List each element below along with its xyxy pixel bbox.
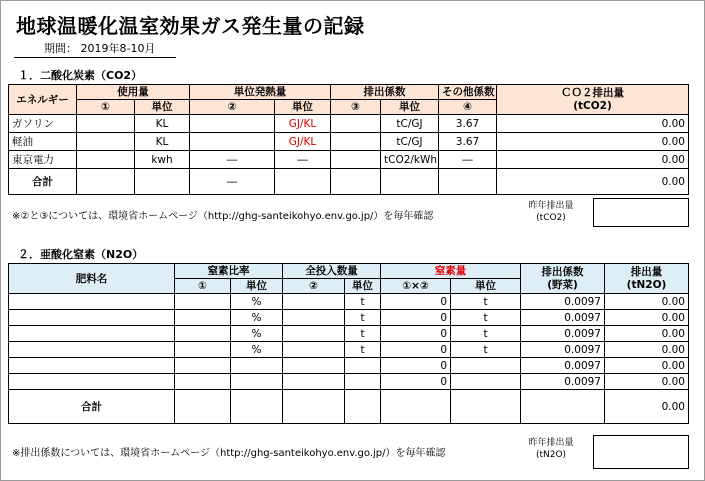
co2-total-empty xyxy=(135,169,190,195)
co2-emission-value: 0.00 xyxy=(497,151,689,169)
co2-factor-unit: tCO2/kWh xyxy=(381,151,439,169)
co2-heat-input[interactable] xyxy=(190,115,275,133)
n2o-ratio-unit: % xyxy=(231,310,283,326)
n2o-prev-label-unit: (tN2O) xyxy=(535,450,567,460)
n2o-fert-input[interactable] xyxy=(9,342,175,358)
n2o-header-emission-unit: (tN2O) xyxy=(626,278,667,291)
co2-factor-input[interactable] xyxy=(331,133,381,151)
n2o-ratio-unit xyxy=(231,374,283,390)
period-value: 2019年8-10月 xyxy=(80,42,156,55)
n2o-nitrogen-unit: t xyxy=(451,342,521,358)
n2o-nitrogen-unit: t xyxy=(451,310,521,326)
n2o-amount-unit xyxy=(345,358,381,374)
n2o-sub-c12: ①×② xyxy=(381,279,451,294)
n2o-fert-input[interactable] xyxy=(9,358,175,374)
co2-heat-input[interactable] xyxy=(190,133,275,151)
n2o-header-ratio: 窒素比率 xyxy=(175,264,283,279)
n2o-row xyxy=(9,358,689,374)
n2o-sub-unit-2: 単位 xyxy=(345,279,381,294)
n2o-amount-unit: t xyxy=(345,294,381,310)
n2o-prev-input[interactable] xyxy=(593,435,689,469)
co2-usage-input[interactable] xyxy=(77,115,135,133)
n2o-sub-c1: ① xyxy=(175,279,231,294)
co2-header-factor: 排出係数 xyxy=(331,85,439,100)
n2o-header-row xyxy=(9,264,689,279)
n2o-emission-value: 0.00 xyxy=(605,310,689,326)
co2-row-name: 東京電力 xyxy=(9,151,77,169)
co2-usage-unit: KL xyxy=(135,133,190,151)
n2o-total-empty xyxy=(381,390,451,424)
co2-section-title: １．二酸化炭素（CO2） xyxy=(18,69,143,82)
n2o-nitrogen-value: 0 xyxy=(381,326,451,342)
co2-note: ※②と③については、環境省ホームページ（http://ghg-santeikohyo.env.go.jp/）を毎年確認 xyxy=(12,211,434,222)
co2-header-energy: エネルギー xyxy=(9,85,77,115)
n2o-total-empty xyxy=(451,390,521,424)
co2-sub-c1: ① xyxy=(77,100,135,115)
co2-total-empty xyxy=(77,169,135,195)
co2-prev-label-text: 昨年排出量 xyxy=(528,201,574,211)
co2-total-row xyxy=(9,169,689,195)
n2o-amount-unit: t xyxy=(345,342,381,358)
n2o-nitrogen-value: 0 xyxy=(381,342,451,358)
n2o-amount-unit: t xyxy=(345,326,381,342)
n2o-total-row xyxy=(9,390,689,424)
n2o-factor-value: 0.0097 xyxy=(521,326,605,342)
n2o-row xyxy=(9,326,689,342)
n2o-ratio-input[interactable] xyxy=(175,326,231,342)
n2o-factor-value: 0.0097 xyxy=(521,310,605,326)
n2o-header-factor-label: 排出係数 xyxy=(541,265,584,278)
n2o-amount-input[interactable] xyxy=(283,310,345,326)
co2-sub-c2: ② xyxy=(190,100,275,115)
n2o-nitrogen-unit xyxy=(451,358,521,374)
co2-header-other: その他係数 xyxy=(439,85,497,100)
n2o-amount-input[interactable] xyxy=(283,342,345,358)
n2o-amount-unit: t xyxy=(345,310,381,326)
n2o-section-title: ２．亜酸化窒素（N2O） xyxy=(18,248,144,261)
co2-sub-unit-1: 単位 xyxy=(135,100,190,115)
co2-total-emission: 0.00 xyxy=(497,169,689,195)
n2o-fert-input[interactable] xyxy=(9,294,175,310)
n2o-amount-input[interactable] xyxy=(283,374,345,390)
n2o-factor-value: 0.0097 xyxy=(521,374,605,390)
co2-total-label: 合計 xyxy=(9,169,77,195)
n2o-ratio-unit: % xyxy=(231,326,283,342)
n2o-emission-value: 0.00 xyxy=(605,294,689,310)
co2-factor-input[interactable] xyxy=(331,151,381,169)
n2o-fert-input[interactable] xyxy=(9,326,175,342)
n2o-ratio-input[interactable] xyxy=(175,374,231,390)
n2o-total-empty xyxy=(521,390,605,424)
co2-usage-unit: kwh xyxy=(135,151,190,169)
co2-total-heat: ― xyxy=(190,169,275,195)
n2o-nitrogen-value: 0 xyxy=(381,374,451,390)
n2o-sub-unit-1: 単位 xyxy=(231,279,283,294)
co2-prev-label xyxy=(520,200,582,224)
co2-total-empty xyxy=(331,169,381,195)
co2-header-heat: 単位発熱量 xyxy=(190,85,331,100)
co2-other-factor: ― xyxy=(439,151,497,169)
n2o-emission-value: 0.00 xyxy=(605,326,689,342)
co2-emission-value: 0.00 xyxy=(497,115,689,133)
co2-total-empty xyxy=(439,169,497,195)
co2-prev-input[interactable] xyxy=(593,198,689,227)
n2o-header-input: 全投入数量 xyxy=(283,264,381,279)
co2-other-factor: 3.67 xyxy=(439,133,497,151)
n2o-ratio-input[interactable] xyxy=(175,358,231,374)
period xyxy=(44,40,155,56)
n2o-header-fert: 肥料名 xyxy=(9,264,175,294)
n2o-factor-value: 0.0097 xyxy=(521,358,605,374)
page-title: 地球温暖化温室効果ガス発生量の記録 xyxy=(16,14,365,38)
n2o-header-factor xyxy=(521,264,605,294)
n2o-row xyxy=(9,342,689,358)
n2o-amount-input[interactable] xyxy=(283,294,345,310)
co2-emission-value: 0.00 xyxy=(497,133,689,151)
period-label: 期間： xyxy=(44,42,77,55)
co2-total-empty xyxy=(275,169,331,195)
co2-row xyxy=(9,151,689,169)
n2o-table xyxy=(8,263,689,424)
n2o-header-emission xyxy=(605,264,689,294)
n2o-prev-label-text: 昨年排出量 xyxy=(528,438,574,448)
co2-row xyxy=(9,115,689,133)
co2-row-name: 軽油 xyxy=(9,133,77,151)
period-underline xyxy=(14,57,176,58)
n2o-ratio-input[interactable] xyxy=(175,342,231,358)
n2o-header-factor-sub: (野菜) xyxy=(547,278,578,291)
n2o-ratio-input[interactable] xyxy=(175,310,231,326)
n2o-total-empty xyxy=(283,390,345,424)
n2o-amount-unit xyxy=(345,374,381,390)
n2o-emission-value: 0.00 xyxy=(605,374,689,390)
n2o-factor-value: 0.0097 xyxy=(521,294,605,310)
n2o-sub-unit-3: 単位 xyxy=(451,279,521,294)
n2o-nitrogen-value: 0 xyxy=(381,294,451,310)
co2-factor-unit: tC/GJ xyxy=(381,133,439,151)
co2-usage-unit: KL xyxy=(135,115,190,133)
n2o-ratio-unit: % xyxy=(231,342,283,358)
co2-header-emission xyxy=(497,85,689,115)
n2o-prev-label xyxy=(520,437,582,461)
co2-sub-c4: ④ xyxy=(439,100,497,115)
n2o-factor-value: 0.0097 xyxy=(521,342,605,358)
n2o-emission-value: 0.00 xyxy=(605,358,689,374)
n2o-total-label: 合計 xyxy=(9,390,175,424)
co2-row-name: ガソリン xyxy=(9,115,77,133)
n2o-total-empty xyxy=(231,390,283,424)
n2o-fert-input[interactable] xyxy=(9,374,175,390)
co2-factor-input[interactable] xyxy=(331,115,381,133)
co2-row xyxy=(9,133,689,151)
n2o-emission-value: 0.00 xyxy=(605,342,689,358)
co2-usage-input[interactable] xyxy=(77,151,135,169)
n2o-fert-input[interactable] xyxy=(9,310,175,326)
co2-header-usage: 使用量 xyxy=(77,85,190,100)
n2o-row xyxy=(9,294,689,310)
co2-header-emission-unit: (tCO2) xyxy=(573,99,612,112)
n2o-nitrogen-unit xyxy=(451,374,521,390)
co2-heat-unit: ― xyxy=(275,151,331,169)
co2-sub-c3: ③ xyxy=(331,100,381,115)
n2o-header-emission-label: 排出量 xyxy=(630,265,663,278)
n2o-amount-input[interactable] xyxy=(283,326,345,342)
co2-sub-unit-2: 単位 xyxy=(275,100,331,115)
n2o-total-empty xyxy=(345,390,381,424)
co2-prev-label-unit: (tCO2) xyxy=(536,213,566,223)
co2-header-emission-label: ＣＯ２排出量 xyxy=(561,86,624,99)
co2-table xyxy=(8,84,689,195)
n2o-sub-c2: ② xyxy=(283,279,345,294)
n2o-total-empty xyxy=(175,390,231,424)
co2-sub-unit-3: 単位 xyxy=(381,100,439,115)
n2o-nitrogen-unit: t xyxy=(451,326,521,342)
n2o-row xyxy=(9,310,689,326)
co2-heat-unit: GJ/KL xyxy=(275,133,331,151)
co2-heat-value: ― xyxy=(190,151,275,169)
n2o-ratio-unit: % xyxy=(231,294,283,310)
n2o-ratio-input[interactable] xyxy=(175,294,231,310)
n2o-nitrogen-unit: t xyxy=(451,294,521,310)
co2-other-factor: 3.67 xyxy=(439,115,497,133)
n2o-header-nitrogen: 窒素量 xyxy=(381,264,521,279)
co2-factor-unit: tC/GJ xyxy=(381,115,439,133)
n2o-amount-input[interactable] xyxy=(283,358,345,374)
n2o-total-emission: 0.00 xyxy=(605,390,689,424)
n2o-note: ※排出係数については、環境省ホームページ（http://ghg-santeikohyo.env.go.jp/）を毎年確認 xyxy=(12,448,446,459)
co2-total-empty xyxy=(381,169,439,195)
co2-header-row xyxy=(9,85,689,100)
co2-usage-input[interactable] xyxy=(77,133,135,151)
n2o-nitrogen-value: 0 xyxy=(381,310,451,326)
n2o-ratio-unit xyxy=(231,358,283,374)
n2o-nitrogen-value: 0 xyxy=(381,358,451,374)
co2-heat-unit: GJ/KL xyxy=(275,115,331,133)
n2o-row xyxy=(9,374,689,390)
